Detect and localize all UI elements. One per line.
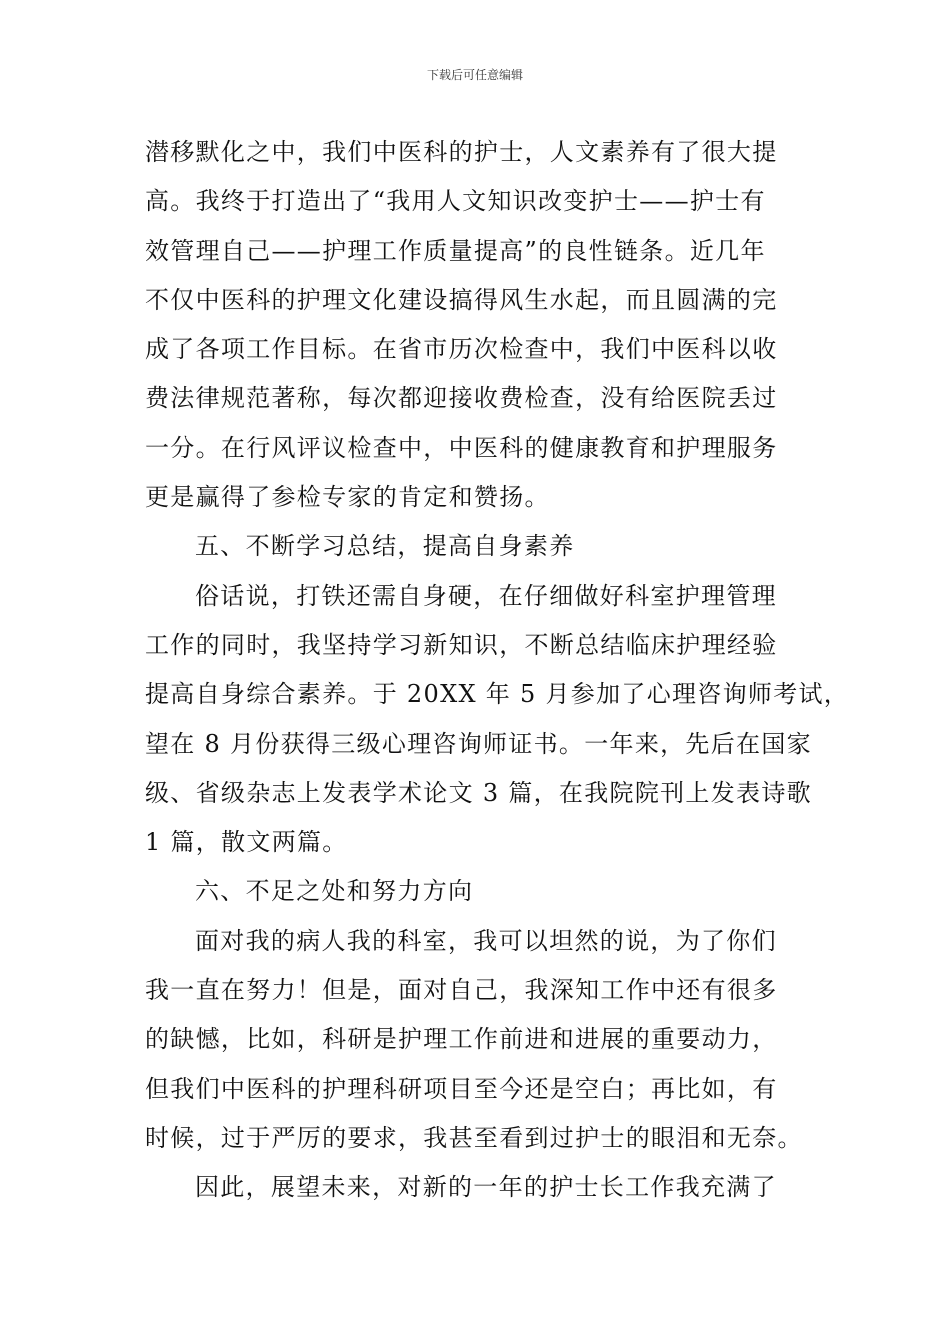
download-editable-note: 下载后可任意编辑 (426, 68, 523, 82)
text-line: 1 篇，散文两篇。 (145, 828, 348, 857)
text-line: 的缺憾，比如，科研是护理工作前进和进展的重要动力， (145, 1025, 778, 1054)
section-heading: 六、不足之处和努力方向 (195, 877, 474, 906)
paragraph-first-line: 俗话说，打铁还需自身硬，在仔细做好科室护理管理 (195, 581, 777, 610)
text-line: 工作的同时，我坚持学习新知识，不断总结临床护理经验 (145, 630, 778, 659)
text-line: 一分。在行风评议检查中，中医科的健康教育和护理服务 (145, 433, 778, 462)
text-line: 我一直在努力！但是，面对自己，我深知工作中还有很多 (145, 976, 778, 1005)
text-line: 更是赢得了参检专家的肯定和赞扬。 (145, 483, 550, 512)
text-line: 提高自身综合素养。于 20XX 年 5 月参加了心理咨询师考试， (145, 680, 850, 709)
paragraph-first-line: 面对我的病人我的科室，我可以坦然的说，为了你们 (195, 926, 777, 955)
paragraph-first-line: 因此，展望未来，对新的一年的护士长工作我充满了 (195, 1173, 777, 1202)
text-line: 级、省级杂志上发表学术论文 3 篇，在我院院刊上发表诗歌 (145, 778, 812, 807)
section-heading: 五、不断学习总结，提高自身素养 (195, 532, 575, 561)
text-line: 高。我终于打造出了“我用人文知识改变护士——护士有 (145, 187, 766, 216)
document-body (145, 128, 850, 1213)
text-line: 时候，过于严厉的要求，我甚至看到过护士的眼泪和无奈。 (145, 1123, 803, 1152)
text-line: 效管理自己——护理工作质量提高”的良性链条。近几年 (145, 236, 766, 265)
text-line: 但我们中医科的护理科研项目至今还是空白；再比如，有 (145, 1074, 778, 1103)
text-line: 潜移默化之中，我们中医科的护士，人文素养有了很大提 (145, 138, 778, 166)
text-line: 费法律规范著称，每次都迎接收费检查，没有给医院丢过 (145, 384, 778, 413)
text-line: 望在 8 月份获得三级心理咨询师证书。一年来，先后在国家 (145, 729, 812, 758)
text-line: 成了各项工作目标。在省市历次检查中，我们中医科以收 (145, 335, 778, 364)
text-line: 不仅中医科的护理文化建设搞得风生水起，而且圆满的完 (145, 285, 778, 314)
